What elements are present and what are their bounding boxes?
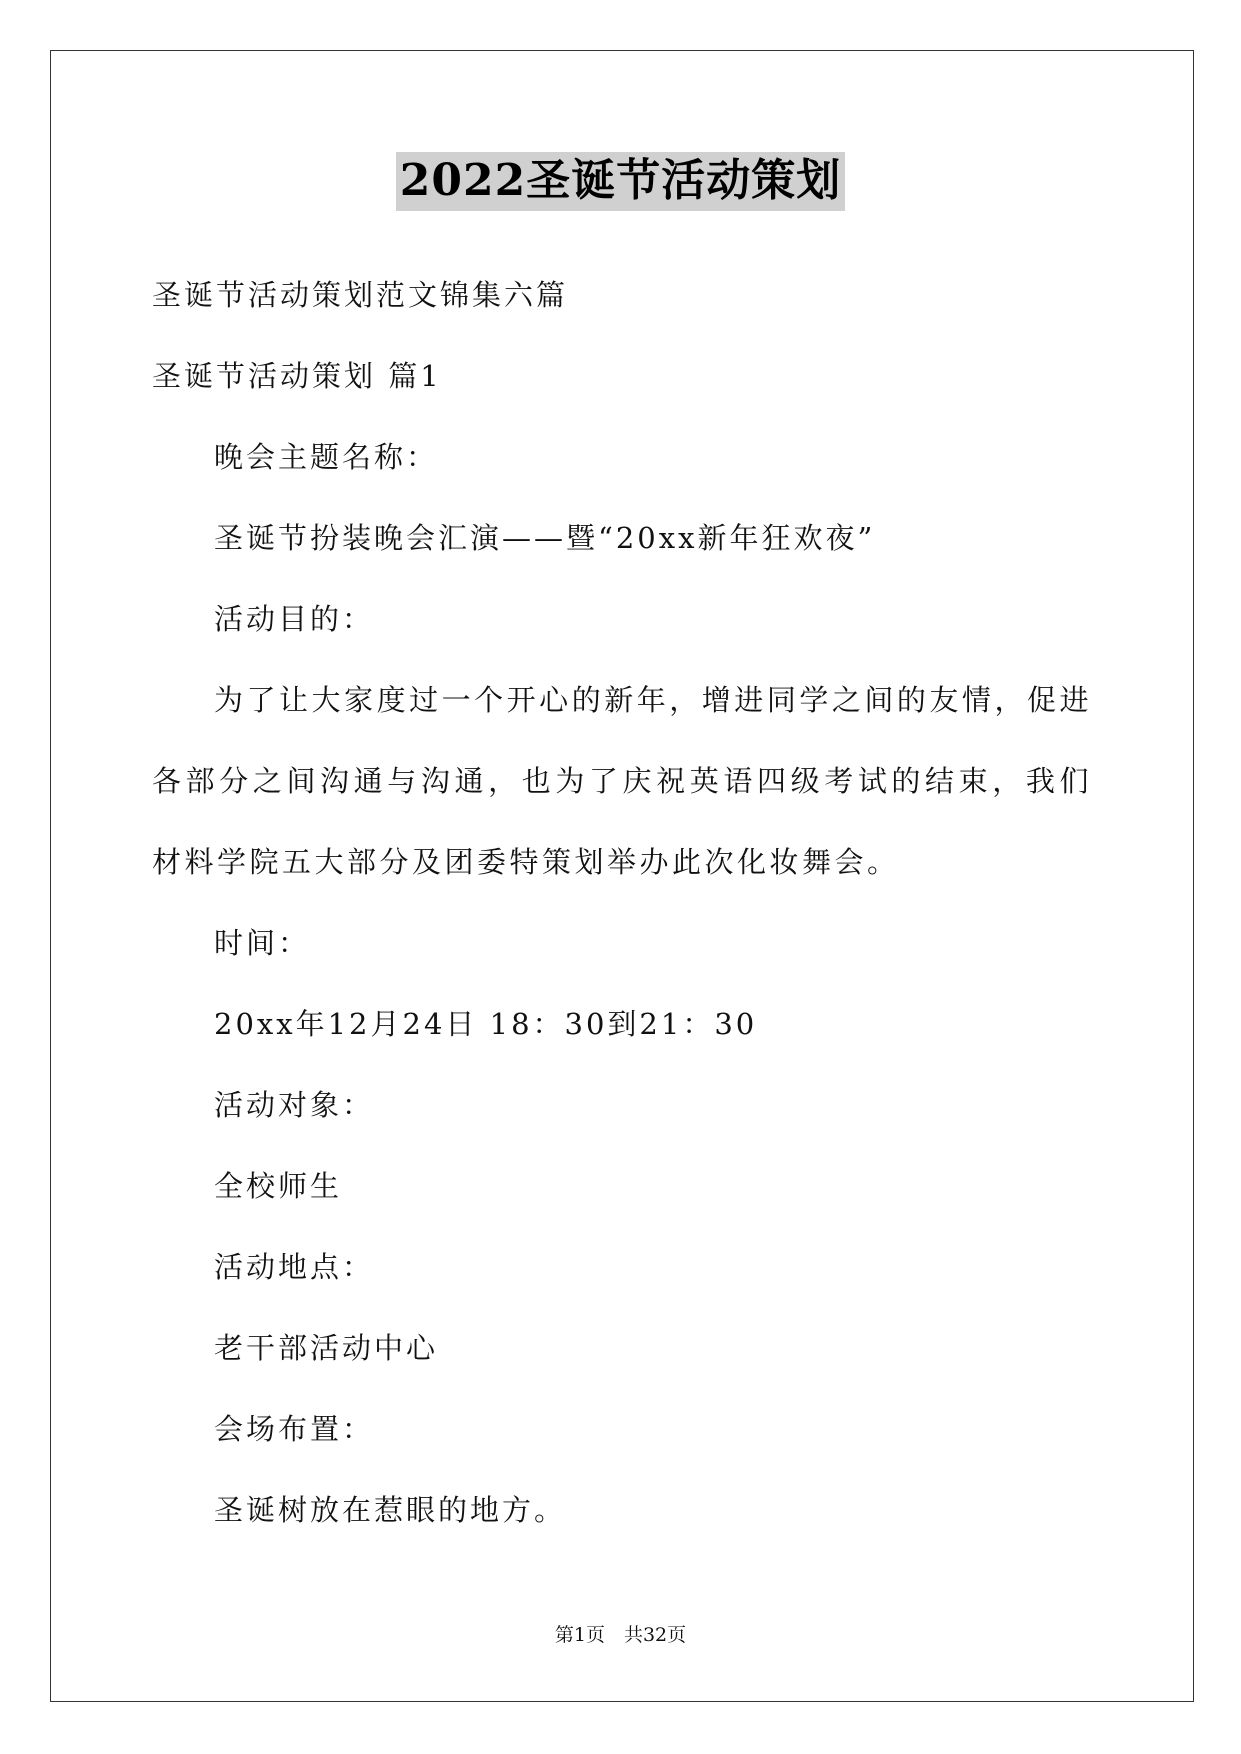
text-line: 老干部活动中心 — [214, 1331, 439, 1365]
document-title: 2022圣诞节活动策划 — [396, 152, 845, 211]
text-line: 活动目的： — [214, 602, 375, 636]
text-line: 时间： — [214, 926, 311, 960]
body-paragraph: 为了让大家度过一个开心的新年，增进同学之间的友情，促进各部分之间沟通与沟通，也为了庆祝英语四级考试的结束，我们材料学院五大部分及团委特策划举办此次化妆舞会。 — [152, 683, 1092, 879]
text-line: 晚会主题名称： — [214, 440, 439, 474]
text-line: 圣诞树放在惹眼的地方。 — [214, 1493, 567, 1527]
text-line: 活动对象： — [214, 1088, 375, 1122]
page-number: 第1页 共32页 — [554, 1624, 687, 1646]
text-line: 20xx年12月24日 18：30到21：30 — [214, 1007, 758, 1041]
text-line: 全校师生 — [214, 1169, 343, 1203]
document-body — [152, 255, 1092, 1551]
title-container — [0, 152, 1241, 211]
text-line: 活动地点： — [214, 1250, 375, 1284]
document-subtitle: 圣诞节活动策划范文锦集六篇 — [152, 278, 569, 312]
section-heading: 圣诞节活动策划 篇1 — [152, 359, 442, 393]
text-line: 会场布置： — [214, 1412, 375, 1446]
text-line: 圣诞节扮装晚会汇演——暨“20xx新年狂欢夜” — [214, 521, 876, 555]
